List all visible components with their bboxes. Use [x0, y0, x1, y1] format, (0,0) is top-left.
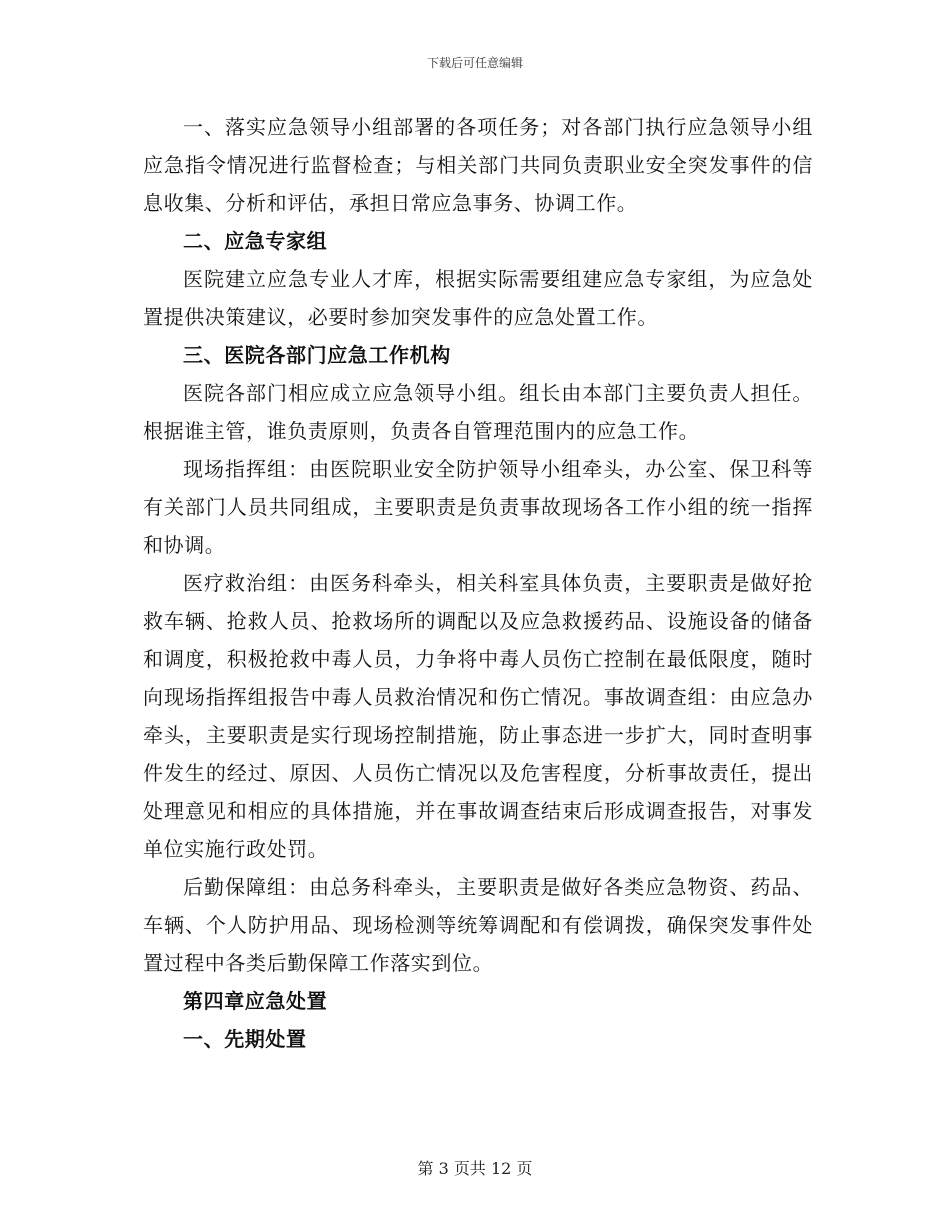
paragraph-logistics: 后勤保障组：由总务科牵头，主要职责是做好各类应急物资、药品、车辆、个人防护用品、现场检测等统筹调配和有偿调拨，确保突发事件处置过程中各类后勤保障工作落实到位。 — [143, 875, 813, 975]
chapter-heading-emergency-response: 第四章应急处置 — [183, 989, 328, 1013]
paragraph-expert-group: 医院建立应急专业人才库，根据实际需要组建应急专家组，为应急处置提供决策建议，必要时参加突发事件的应急处置工作。 — [143, 267, 813, 329]
header-note: 下载后可任意编辑 — [426, 56, 523, 70]
paragraph-onsite-command: 现场指挥组：由医院职业安全防护领导小组牵头，办公室、保卫科等有关部门人员共同组成，主要职责是负责事故现场各工作小组的统一指挥和协调。 — [143, 457, 813, 557]
page-number-footer: 第 3 页共 12 页 — [417, 1159, 533, 1178]
paragraph-medical-treatment: 医疗救治组：由医务科牵头，相关科室具体负责，主要职责是做好抢救车辆、抢救人员、抢救场所的调配以及应急救援药品、设施设备的储备和调度，积极抢救中毒人员，力争将中毒人员伤亡控制在最低限度，随时向现场指挥组报告中毒人员救治情况和伤亡情况。事故调查组：由应急办牵头，主要职责是实行现场控制措施，防止事态进一步扩大，同时查明事件发生的经过、原因、人员伤亡情况以及危害程度，分析事故责任，提出处理意见和相应的具体措施，并在事故调查结束后形成调查报告，对事发单位实施行政处罚。 — [143, 571, 813, 861]
section-heading-initial-response: 一、先期处置 — [183, 1027, 307, 1051]
paragraph-department-leadership: 医院各部门相应成立应急领导小组。组长由本部门主要负责人担任。根据谁主管，谁负责原则，负责各自管理范围内的应急工作。 — [143, 381, 813, 443]
paragraph-task-duties: 一、落实应急领导小组部署的各项任务；对各部门执行应急领导小组应急指令情况进行监督检查；与相关部门共同负责职业安全突发事件的信息收集、分析和评估，承担日常应急事务、协调工作。 — [143, 115, 813, 215]
document-body — [143, 108, 813, 1058]
section-heading-expert-group: 二、应急专家组 — [183, 229, 328, 253]
section-heading-department-agencies: 三、医院各部门应急工作机构 — [183, 343, 451, 367]
